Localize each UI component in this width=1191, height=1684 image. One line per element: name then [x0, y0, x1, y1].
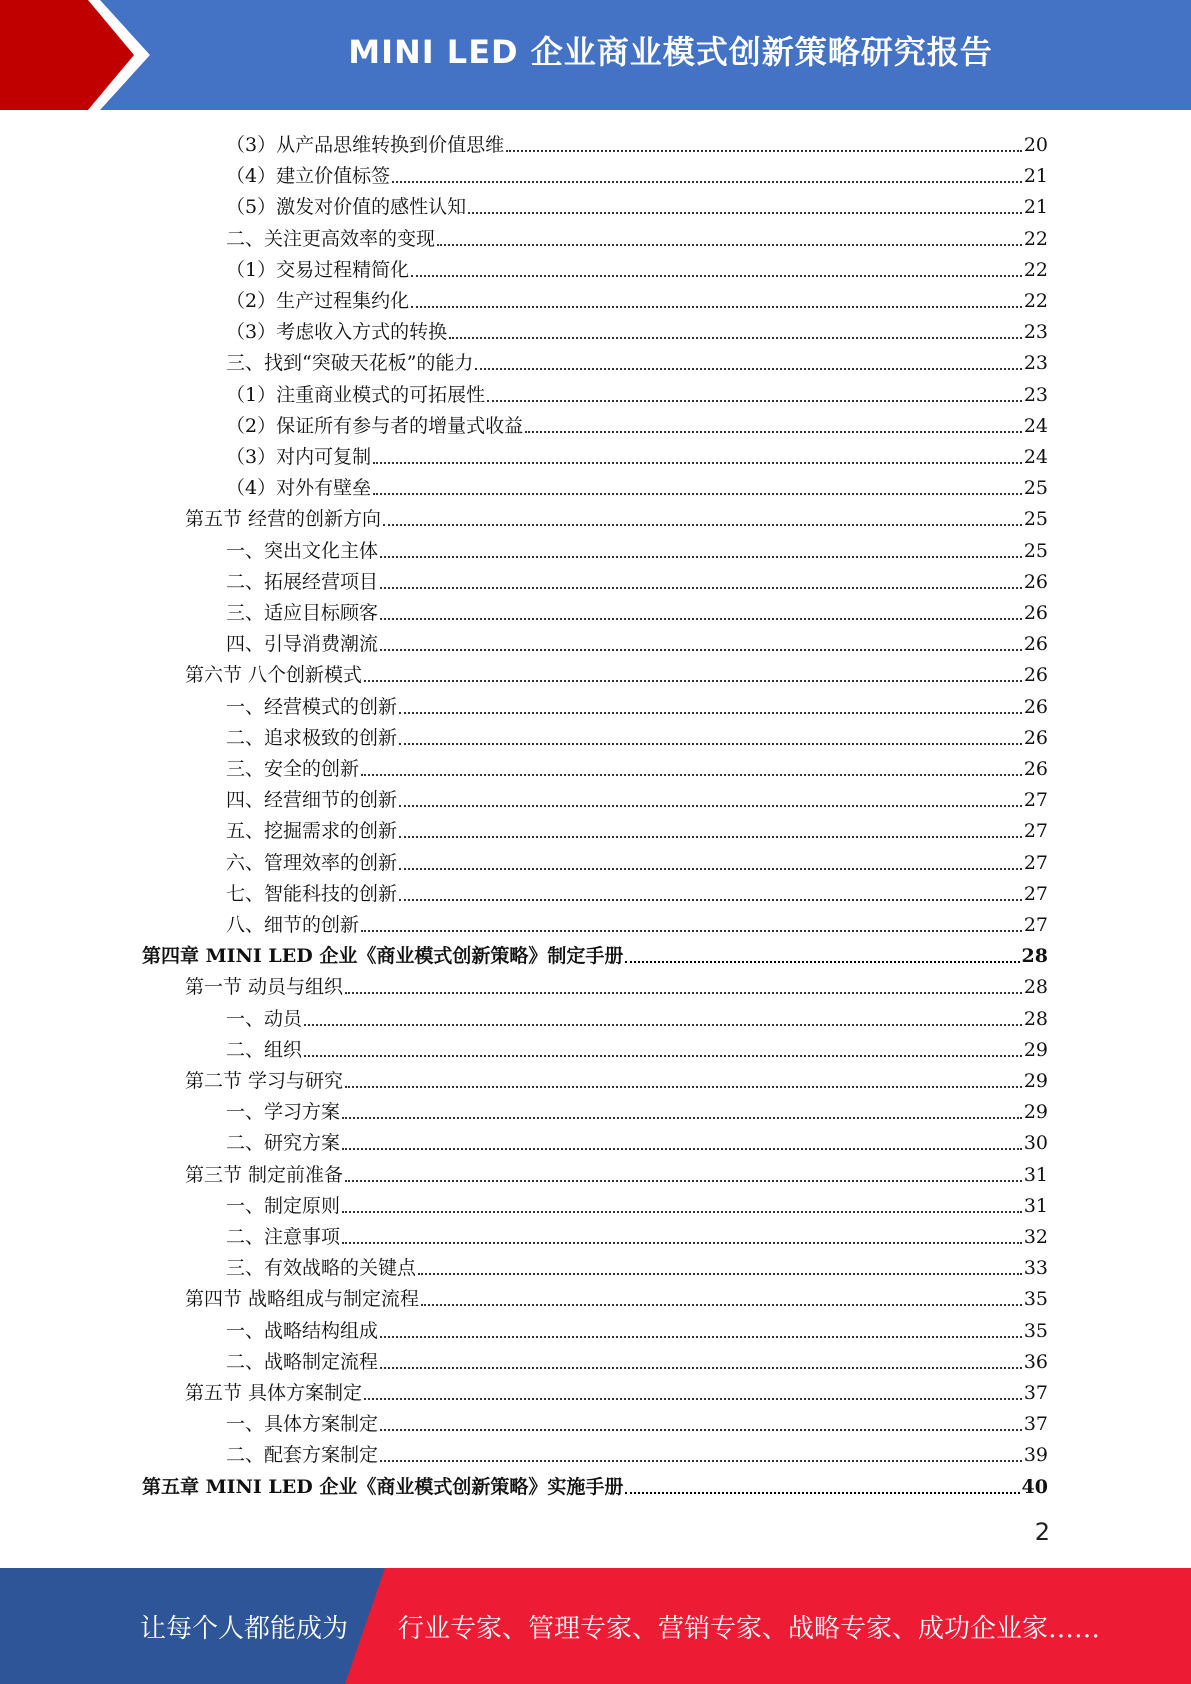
toc-dot-leader	[411, 275, 1022, 277]
toc-entry-label: 四、经营细节的创新	[226, 789, 398, 812]
toc-entry-label: 三、有效战略的关键点	[226, 1257, 417, 1280]
toc-subsection-entry[interactable]	[226, 314, 1048, 345]
toc-section-entry[interactable]	[185, 501, 1048, 532]
toc-dot-leader	[421, 1304, 1022, 1306]
toc-entry-label: （1）交易过程精简化	[226, 258, 410, 281]
toc-entry-label: 五、挖掘需求的创新	[226, 820, 398, 843]
toc-entry-label: 第三节 制定前准备	[185, 1163, 344, 1186]
toc-chapter-entry[interactable]	[142, 938, 1048, 969]
toc-subsection-entry[interactable]	[226, 1094, 1048, 1125]
toc-subsection-entry[interactable]	[226, 470, 1048, 501]
toc-dot-leader	[506, 150, 1022, 152]
toc-entry-page: 39	[1023, 1444, 1048, 1467]
toc-entry-page: 24	[1023, 414, 1048, 437]
toc-subsection-entry[interactable]	[226, 1437, 1048, 1468]
toc-entry-page: 36	[1023, 1350, 1048, 1373]
toc-dot-leader	[304, 1024, 1022, 1026]
toc-entry-page: 29	[1023, 1101, 1048, 1124]
toc-entry-page: 25	[1023, 477, 1048, 500]
toc-subsection-entry[interactable]	[226, 595, 1048, 626]
toc-dot-leader	[364, 680, 1022, 682]
toc-subsection-entry[interactable]	[226, 377, 1048, 408]
toc-dot-leader	[380, 1336, 1022, 1338]
toc-dot-leader	[399, 868, 1022, 870]
toc-entry-label: 一、制定原则	[226, 1194, 341, 1217]
toc-subsection-entry[interactable]	[226, 252, 1048, 283]
toc-subsection-entry[interactable]	[226, 1250, 1048, 1281]
toc-dot-leader	[380, 1429, 1022, 1431]
toc-subsection-entry[interactable]	[226, 720, 1048, 751]
toc-chapter-entry[interactable]	[142, 1469, 1048, 1500]
toc-dot-leader	[342, 1211, 1022, 1213]
header-chevron-decoration	[0, 0, 150, 110]
footer-slogan-left: 让每个人都能成为	[140, 1613, 349, 1644]
toc-entry-label: （4）对外有壁垒	[226, 477, 372, 500]
toc-section-entry[interactable]	[185, 1157, 1048, 1188]
toc-entry-page: 28	[1021, 945, 1048, 968]
toc-dot-leader	[475, 368, 1021, 370]
toc-subsection-entry[interactable]	[226, 408, 1048, 439]
toc-entry-label: （4）建立价值标签	[226, 165, 391, 188]
toc-dot-leader	[304, 1055, 1022, 1057]
toc-entry-label: 三、安全的创新	[226, 758, 360, 780]
toc-entry-label: 第四节 战略组成与制定流程	[185, 1288, 420, 1311]
toc-entry-label: 二、追求极致的创新	[226, 726, 398, 749]
toc-dot-leader	[487, 400, 1022, 402]
toc-entry-label: 三、找到“突破天花板”的能力	[226, 352, 474, 375]
toc-entry-page: 32	[1023, 1226, 1048, 1248]
toc-entry-page: 33	[1023, 1257, 1048, 1280]
toc-subsection-entry[interactable]	[226, 689, 1048, 720]
toc-dot-leader	[364, 1398, 1022, 1400]
toc-entry-page: 28	[1023, 1007, 1048, 1030]
toc-dot-leader	[449, 337, 1022, 339]
toc-entry-label: 二、配套方案制定	[226, 1444, 379, 1467]
toc-entry-label: 二、关注更高效率的变现	[226, 227, 436, 250]
toc-entry-page: 24	[1023, 446, 1048, 468]
toc-entry-page: 27	[1023, 914, 1048, 936]
toc-dot-leader	[342, 1148, 1022, 1150]
toc-entry-page: 40	[1021, 1475, 1048, 1498]
toc-entry-page: 35	[1023, 1288, 1048, 1311]
toc-entry-page: 29	[1023, 1070, 1048, 1092]
toc-dot-leader	[345, 1086, 1022, 1088]
toc-entry-label: 二、拓展经营项目	[226, 570, 379, 593]
toc-entry-page: 27	[1023, 789, 1048, 812]
toc-dot-leader	[411, 306, 1022, 308]
toc-entry-page: 22	[1023, 290, 1048, 312]
toc-dot-leader	[380, 618, 1022, 620]
toc-subsection-entry[interactable]	[226, 345, 1048, 376]
toc-entry-label: 一、经营模式的创新	[226, 695, 398, 718]
toc-subsection-entry[interactable]	[226, 1313, 1048, 1344]
toc-entry-label: （2）保证所有参与者的增量式收益	[226, 414, 524, 437]
toc-subsection-entry[interactable]	[226, 1032, 1048, 1063]
toc-entry-page: 26	[1023, 570, 1048, 593]
toc-dot-leader	[383, 524, 1022, 526]
toc-entry-label: 四、引导消费潮流	[226, 633, 379, 656]
toc-entry-page: 30	[1023, 1132, 1048, 1155]
toc-entry-page: 26	[1023, 664, 1048, 687]
toc-entry-label: 一、战略结构组成	[226, 1319, 379, 1342]
toc-subsection-entry[interactable]	[226, 1188, 1048, 1219]
toc-entry-label: 第五节 具体方案制定	[185, 1382, 363, 1404]
toc-entry-label: （1）注重商业模式的可拓展性	[226, 383, 486, 406]
toc-dot-leader	[373, 493, 1022, 495]
toc-entry-page: 26	[1023, 726, 1048, 749]
toc-entry-label: 一、突出文化主体	[226, 539, 379, 562]
toc-subsection-entry[interactable]	[226, 876, 1048, 907]
toc-dot-leader	[399, 712, 1022, 714]
toc-entry-page: 21	[1023, 165, 1048, 188]
toc-entry-label: 第五章 MINI LED 企业《商业模式创新策略》实施手册	[142, 1475, 624, 1498]
toc-subsection-entry[interactable]	[226, 1406, 1048, 1437]
toc-entry-label: 第五节 经营的创新方向	[185, 508, 382, 531]
toc-entry-page: 27	[1023, 882, 1048, 905]
toc-entry-page: 23	[1023, 352, 1048, 375]
toc-subsection-entry[interactable]	[226, 1001, 1048, 1032]
toc-dot-leader	[380, 649, 1022, 651]
toc-entry-label: 六、管理效率的创新	[226, 851, 398, 874]
toc-dot-leader	[380, 1367, 1022, 1369]
toc-subsection-entry[interactable]	[226, 533, 1048, 564]
toc-entry-page: 26	[1023, 602, 1048, 624]
toc-dot-leader	[380, 587, 1022, 589]
toc-subsection-entry[interactable]	[226, 1125, 1048, 1156]
toc-entry-label: 一、具体方案制定	[226, 1413, 379, 1436]
toc-entry-label: 二、组织	[226, 1038, 303, 1061]
toc-subsection-entry[interactable]	[226, 221, 1048, 252]
toc-entry-page: 23	[1023, 383, 1048, 406]
toc-entry-page: 29	[1023, 1038, 1048, 1061]
toc-entry-label: 二、战略制定流程	[226, 1350, 379, 1373]
toc-subsection-entry[interactable]	[226, 1219, 1048, 1250]
toc-dot-leader	[345, 1180, 1022, 1182]
toc-dot-leader	[361, 930, 1022, 932]
toc-entry-label: （3）从产品思维转换到价值思维	[226, 134, 505, 156]
toc-entry-label: 第六节 八个创新模式	[185, 664, 363, 687]
toc-section-entry[interactable]	[185, 1281, 1048, 1312]
toc-subsection-entry[interactable]	[226, 1344, 1048, 1375]
toc-entry-page: 28	[1023, 976, 1048, 999]
toc-subsection-entry[interactable]	[226, 439, 1048, 470]
toc-section-entry[interactable]	[185, 657, 1048, 688]
toc-dot-leader	[437, 244, 1022, 246]
toc-entry-page: 26	[1023, 695, 1048, 718]
toc-dot-leader	[342, 1242, 1022, 1244]
page-number: 2	[1034, 1518, 1050, 1546]
toc-dot-leader	[625, 1492, 1019, 1494]
toc-dot-leader	[399, 743, 1022, 745]
toc-entry-label: 第一节 动员与组织	[185, 976, 344, 999]
toc-entry-page: 27	[1023, 851, 1048, 874]
toc-entry-label: 二、研究方案	[226, 1132, 341, 1155]
toc-entry-label: （2）生产过程集约化	[226, 290, 410, 312]
toc-entry-page: 21	[1023, 196, 1048, 219]
toc-entry-label: 第四章 MINI LED 企业《商业模式创新策略》制定手册	[142, 945, 624, 968]
toc-entry-page: 23	[1023, 321, 1048, 344]
toc-entry-page: 26	[1023, 758, 1048, 780]
toc-entry-page: 22	[1023, 258, 1048, 281]
toc-subsection-entry[interactable]	[226, 782, 1048, 813]
toc-entry-label: 三、适应目标顾客	[226, 602, 379, 624]
toc-subsection-entry[interactable]	[226, 751, 1048, 782]
toc-dot-leader	[468, 212, 1022, 214]
toc-subsection-entry[interactable]	[226, 813, 1048, 844]
toc-subsection-entry[interactable]	[226, 907, 1048, 938]
toc-entry-page: 20	[1023, 134, 1048, 156]
toc-dot-leader	[399, 805, 1022, 807]
toc-dot-leader	[380, 1460, 1022, 1462]
toc-entry-label: （3）考虑收入方式的转换	[226, 321, 448, 344]
toc-dot-leader	[625, 961, 1019, 963]
toc-dot-leader	[399, 836, 1022, 838]
toc-entry-label: 第二节 学习与研究	[185, 1070, 344, 1092]
toc-entry-label: 八、细节的创新	[226, 914, 360, 936]
toc-dot-leader	[380, 556, 1022, 558]
toc-entry-page: 31	[1023, 1163, 1048, 1186]
toc-subsection-entry[interactable]	[226, 626, 1048, 657]
toc-entry-page: 25	[1023, 539, 1048, 562]
toc-entry-label: （3）对内可复制	[226, 446, 372, 468]
toc-entry-page: 22	[1023, 227, 1048, 250]
footer-slogan-right: 行业专家、管理专家、营销专家、战略专家、成功企业家……	[398, 1613, 1101, 1644]
toc-section-entry[interactable]	[185, 1063, 1048, 1094]
toc-entry-label: 二、注意事项	[226, 1226, 341, 1248]
toc-entry-label: （5）激发对价值的感性认知	[226, 196, 467, 219]
toc-entry-page: 35	[1023, 1319, 1048, 1342]
toc-entry-page: 37	[1023, 1413, 1048, 1436]
toc-dot-leader	[345, 992, 1022, 994]
toc-subsection-entry[interactable]	[226, 158, 1048, 189]
toc-dot-leader	[361, 774, 1022, 776]
toc-dot-leader	[418, 1273, 1022, 1275]
report-title: MINI LED 企业商业模式创新策略研究报告	[348, 33, 993, 71]
toc-entry-page: 27	[1023, 820, 1048, 843]
toc-dot-leader	[342, 1117, 1022, 1119]
toc-entry-page: 37	[1023, 1382, 1048, 1404]
toc-entry-page: 25	[1023, 508, 1048, 531]
toc-entry-label: 七、智能科技的创新	[226, 882, 398, 905]
toc-subsection-entry[interactable]	[226, 189, 1048, 220]
toc-section-entry[interactable]	[185, 1375, 1048, 1406]
toc-subsection-entry[interactable]	[226, 564, 1048, 595]
toc-entry-label: 一、动员	[226, 1007, 303, 1030]
page-footer	[0, 1568, 1191, 1684]
toc-subsection-entry[interactable]	[226, 127, 1048, 158]
toc-subsection-entry[interactable]	[226, 845, 1048, 876]
toc-entry-page: 26	[1023, 633, 1048, 656]
toc-dot-leader	[525, 431, 1022, 433]
toc-section-entry[interactable]	[185, 969, 1048, 1000]
toc-entry-page: 31	[1023, 1194, 1048, 1217]
toc-dot-leader	[399, 899, 1022, 901]
toc-dot-leader	[392, 181, 1022, 183]
toc-dot-leader	[373, 462, 1022, 464]
page-header	[0, 0, 1191, 110]
toc-subsection-entry[interactable]	[226, 283, 1048, 314]
toc-entry-label: 一、学习方案	[226, 1101, 341, 1124]
